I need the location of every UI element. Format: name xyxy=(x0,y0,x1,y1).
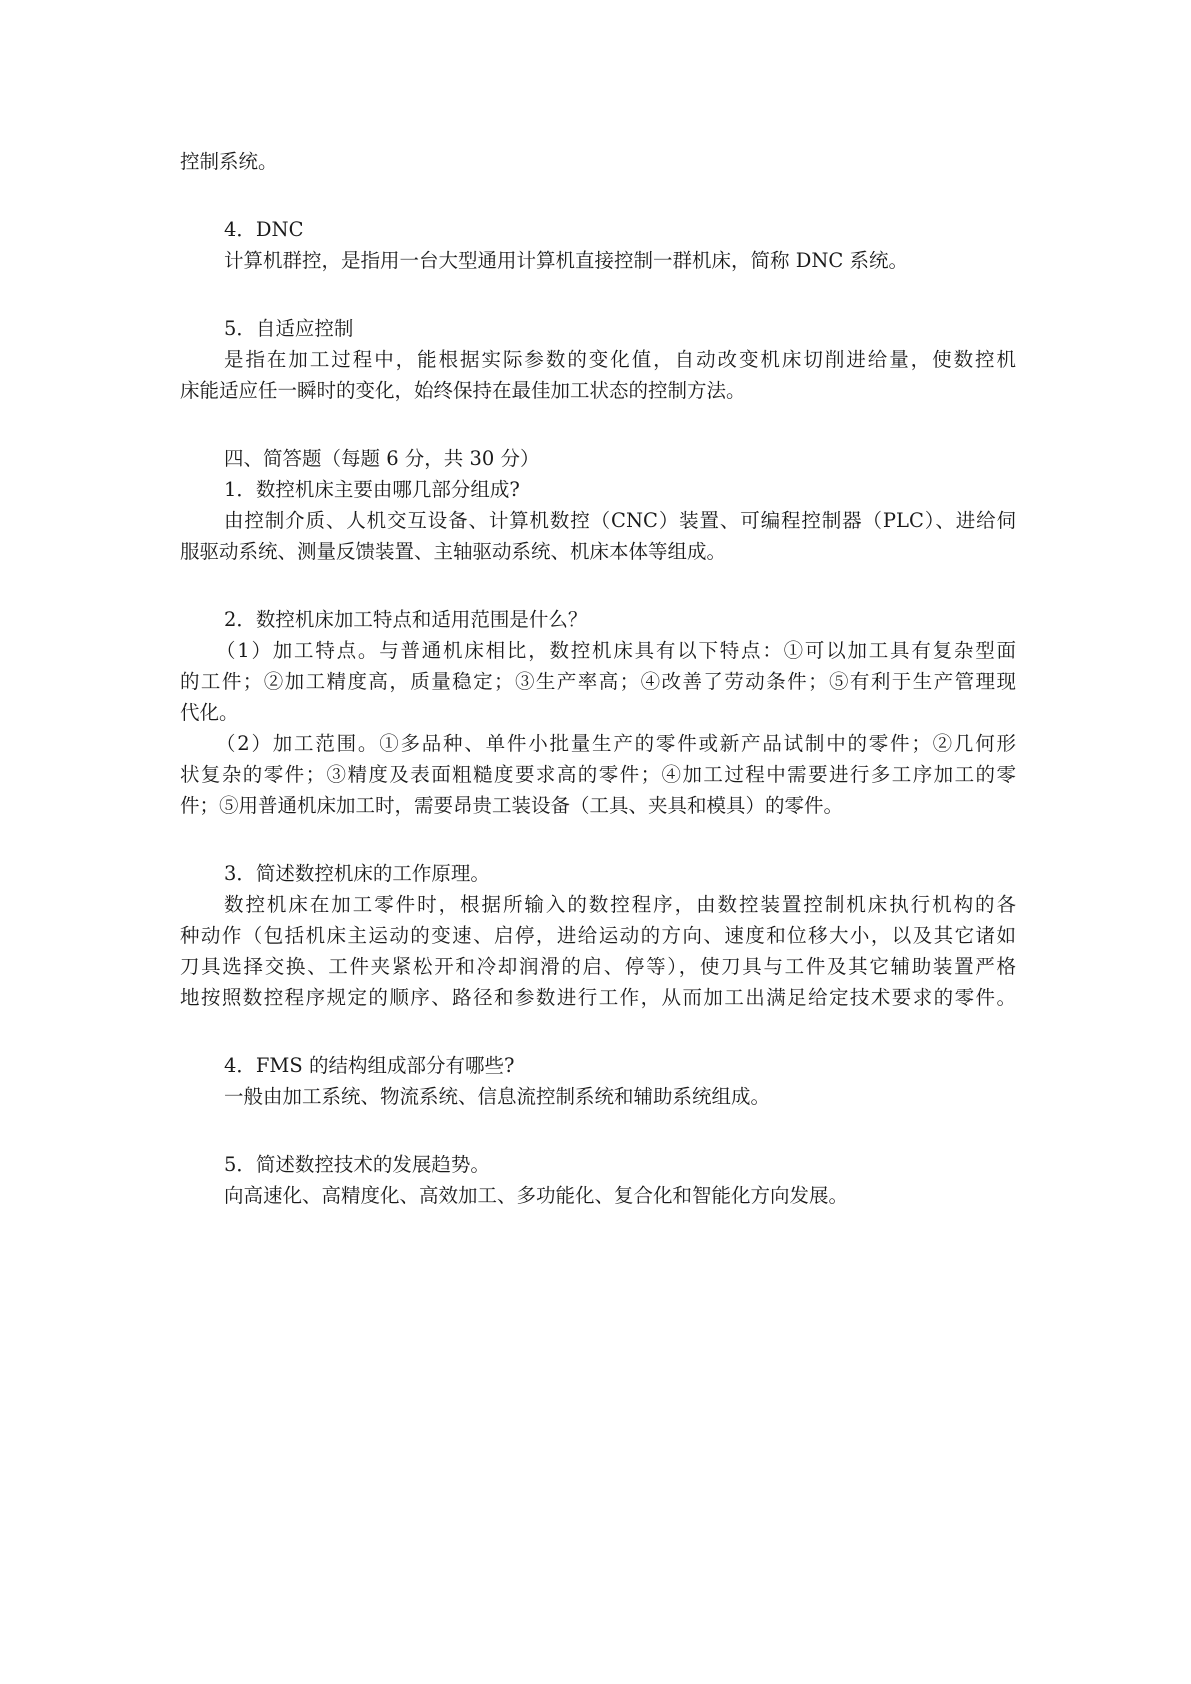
question-1 xyxy=(180,474,1016,567)
question-text: 5．简述数控技术的发展趋势。 xyxy=(224,1153,490,1176)
answer-text: 服驱动系统、测量反馈装置、主轴驱动系统、机床本体等组成。 xyxy=(180,540,727,563)
answer-text: 数控机床在加工零件时，根据所输入的数控程序，由数控装置控制机床执行机构的各 xyxy=(224,893,1016,916)
question-5 xyxy=(180,1149,1016,1211)
answer-text: （2）加工范围。①多品种、单件小批量生产的零件或新产品试制中的零件；②几何形 xyxy=(216,732,1016,755)
definition-heading: 5．自适应控制 xyxy=(224,317,354,340)
answer-text: 的工件；②加工精度高，质量稳定；③生产率高；④改善了劳动条件；⑤有利于生产管理现 xyxy=(180,670,1016,693)
question-4 xyxy=(180,1050,1016,1112)
answer-text: （1）加工特点。与普通机床相比，数控机床具有以下特点：①可以加工具有复杂型面 xyxy=(216,639,1016,662)
answer-text: 刀具选择交换、工件夹紧松开和冷却润滑的启、停等），使刀具与工件及其它辅助装置严格 xyxy=(180,955,1016,978)
document-page xyxy=(180,146,1016,1211)
definition-text: 床能适应任一瞬时的变化，始终保持在最佳加工状态的控制方法。 xyxy=(180,379,746,402)
answer-text: 由控制介质、人机交互设备、计算机数控（CNC）装置、可编程控制器（PLC）、进给伺 xyxy=(224,509,1016,532)
definition-dnc xyxy=(180,214,1016,276)
definition-text: 是指在加工过程中，能根据实际参数的变化值，自动改变机床切削进给量，使数控机 xyxy=(224,348,1016,371)
question-text: 1．数控机床主要由哪几部分组成? xyxy=(224,478,520,501)
answer-text: 种动作（包括机床主运动的变速、启停，进给运动的方向、速度和位移大小，以及其它诸如 xyxy=(180,924,1016,947)
question-text: 4．FMS 的结构组成部分有哪些? xyxy=(224,1054,515,1077)
answer-text: 件；⑤用普通机床加工时，需要昂贵工装设备（工具、夹具和模具）的零件。 xyxy=(180,794,844,817)
definition-heading: 4．DNC xyxy=(224,218,304,241)
continuation-text: 控制系统。 xyxy=(180,150,278,173)
answer-text: 地按照数控程序规定的顺序、路径和参数进行工作，从而加工出满足给定技术要求的零件。 xyxy=(180,986,1016,1009)
answer-text: 一般由加工系统、物流系统、信息流控制系统和辅助系统组成。 xyxy=(224,1085,771,1108)
section-title: 四、简答题（每题 6 分，共 30 分） xyxy=(224,447,540,470)
answer-text: 向高速化、高精度化、高效加工、多功能化、复合化和智能化方向发展。 xyxy=(224,1184,849,1207)
question-text: 2．数控机床加工特点和适用范围是什么？ xyxy=(224,608,588,631)
question-3 xyxy=(180,858,1016,1013)
question-text: 3．简述数控机床的工作原理。 xyxy=(224,862,490,885)
definition-adaptive-control xyxy=(180,313,1016,406)
answer-text: 状复杂的零件；③精度及表面粗糙度要求高的零件；④加工过程中需要进行多工序加工的零 xyxy=(180,763,1016,786)
question-2 xyxy=(180,604,1016,821)
answer-text: 代化。 xyxy=(180,701,239,724)
definition-text: 计算机群控，是指用一台大型通用计算机直接控制一群机床，简称 DNC 系统。 xyxy=(224,249,909,272)
